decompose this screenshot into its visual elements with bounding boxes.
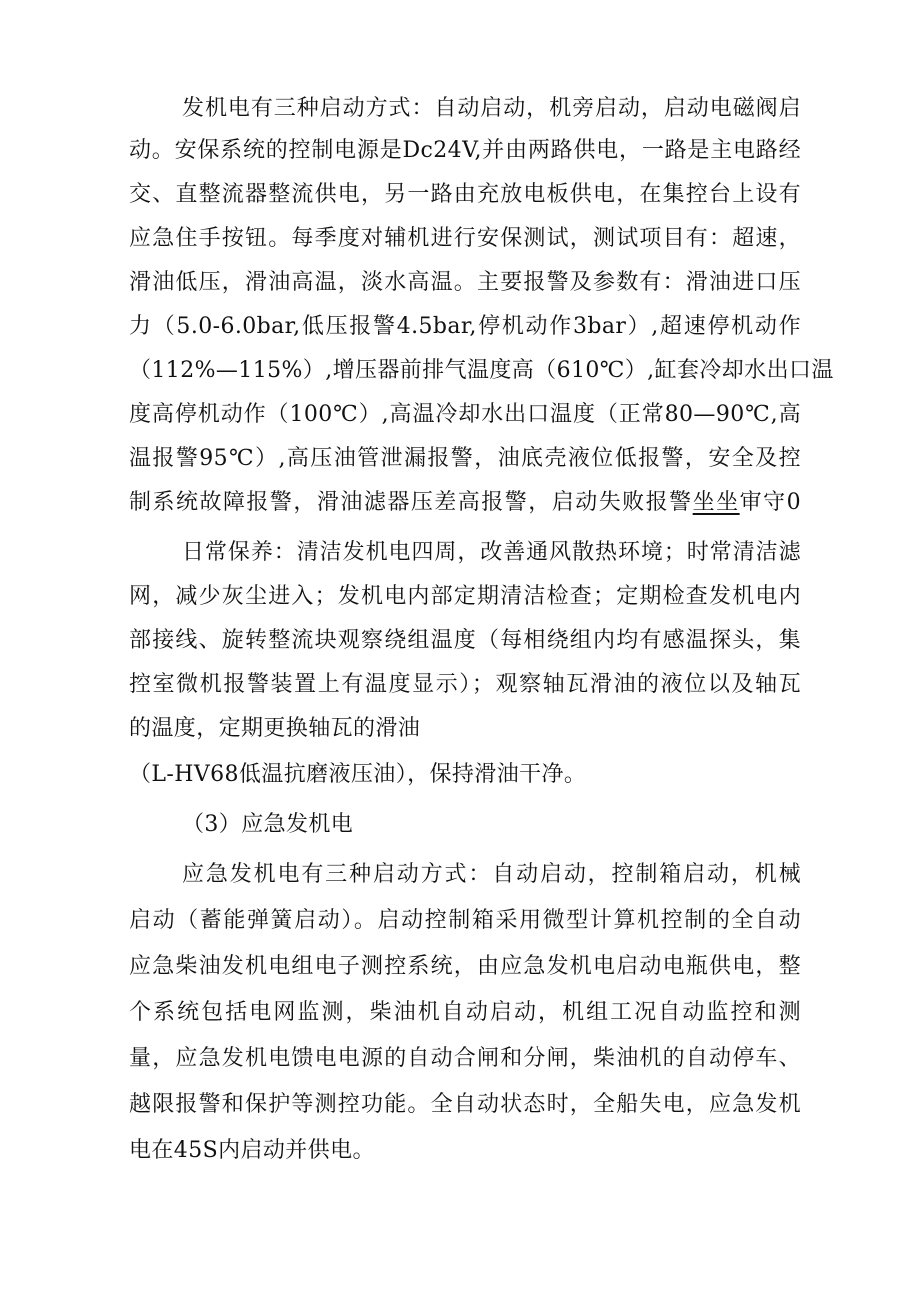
paragraph2-line-4: 控室微机报警装置上有温度显示）；观察轴瓦滑油的液位以及轴瓦 <box>129 672 801 697</box>
paragraph1-line-6: 力（5.0-6.0bar,低压报警4.5bar,停机动作3bar）,超速停机动作 <box>129 314 801 339</box>
paragraph1-underlined-text: 坐坐 <box>692 490 740 515</box>
paragraph2-line-3: 部接线、旋转整流块观察绕组温度（每相绕组内均有感温探头，集 <box>129 628 801 653</box>
paragraph2-line-2: 网，减少灰尘进入；发机电内部定期清洁检查；定期检查发机电内 <box>129 584 801 609</box>
section-heading: （3）应急发机电 <box>182 812 354 837</box>
paragraph1-last-suffix: 审守0 <box>739 490 801 515</box>
paragraph1-last-prefix: 制系统故障报警，滑油滤器压差高报警，启动失败报警 <box>129 490 693 515</box>
paragraph1-line-2: 动。安保系统的控制电源是Dc24V,并由两路供电，一路是主电路经 <box>129 138 801 163</box>
paragraph1-line-7: （112%—115%）,增压器前排气温度高（610℃）,缸套冷却水出口温 <box>129 358 834 383</box>
paragraph1-line-10 <box>129 488 801 518</box>
paragraph3-line-3: 应急柴油发机电组电子测控系统，由应急发机电启动电瓶供电，整 <box>129 954 801 979</box>
paragraph1-line-8: 度高停机动作（100℃）,高温冷却水出口温度（正常80—90℃,高 <box>129 402 801 427</box>
paragraph3-line-7: 电在45S内启动并供电。 <box>129 1138 375 1163</box>
paragraph3-line-5: 量，应急发机电馈电电源的自动合闸和分闸，柴油机的自动停车、 <box>129 1046 801 1071</box>
paragraph2-line-6: （L-HV68低温抗磨液压油），保持滑油干净。 <box>129 762 587 787</box>
paragraph1-line-9: 温报警95℃）,高压油管泄漏报警，油底壳液位低报警，安全及控 <box>129 446 801 471</box>
paragraph1-line-3: 交、直整流器整流供电，另一路由充放电板供电，在集控台上设有 <box>129 182 801 207</box>
paragraph3-line-6: 越限报警和保护等测控功能。全自动状态时，全船失电，应急发机 <box>129 1092 801 1117</box>
paragraph2-line-5: 的温度，定期更换轴瓦的滑油 <box>129 716 421 741</box>
paragraph1-line-5: 滑油低压，滑油高温，淡水高温。主要报警及参数有：滑油进口压 <box>129 270 801 295</box>
paragraph1-line-4: 应急住手按钮。每季度对辅机进行安保测试，测试项目有：超速， <box>129 226 801 251</box>
paragraph3-line-2: 启动（蓄能弹簧启动）。启动控制箱采用微型计算机控制的全自动 <box>129 908 801 933</box>
paragraph2-line-1: 日常保养：清洁发机电四周，改善通风散热环境；时常清洁滤 <box>182 540 801 565</box>
paragraph1-line-1: 发机电有三种启动方式：自动启动，机旁启动，启动电磁阀启 <box>182 96 801 121</box>
paragraph3-line-4: 个系统包括电网监测，柴油机自动启动，机组工况自动监控和测 <box>129 1000 801 1025</box>
paragraph3-line-1: 应急发机电有三种启动方式：自动启动，控制箱启动，机械 <box>182 862 801 887</box>
